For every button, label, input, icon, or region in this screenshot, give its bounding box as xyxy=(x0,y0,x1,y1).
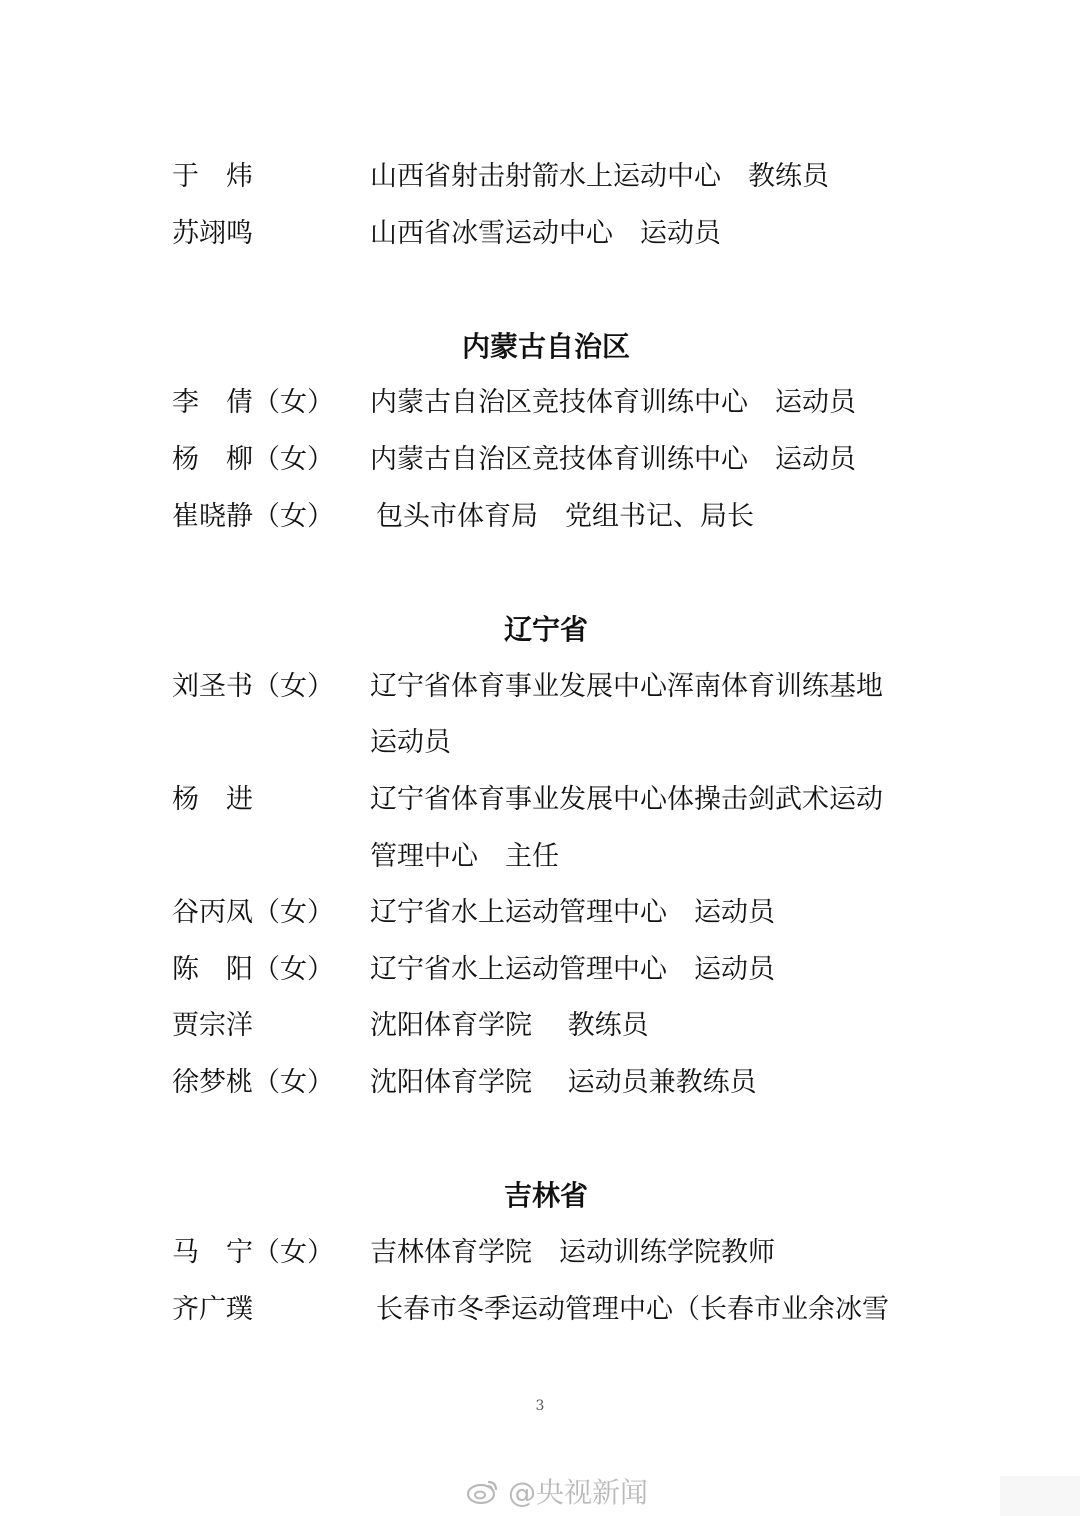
watermark-text: @央视新闻 xyxy=(508,1476,649,1509)
entry-org: 山西省射击射箭水上运动中心 教练员 xyxy=(370,161,829,192)
entry-name: 陈 阳（女） xyxy=(172,954,334,985)
entry-org: 包头市体育局 党组书记、局长 xyxy=(376,501,754,532)
weibo-icon xyxy=(466,1477,500,1505)
entry-name: 谷丙凤（女） xyxy=(172,897,334,928)
entry-org: 沈阳体育学院 运动员兼教练员 xyxy=(370,1067,757,1098)
entry-name: 刘圣书（女） xyxy=(172,671,334,702)
entry-name: 齐广璞 xyxy=(172,1294,253,1325)
section-heading-liaoning: 辽宁省 xyxy=(503,613,588,646)
entry-org: 山西省冰雪运动中心 运动员 xyxy=(370,218,721,249)
section-heading-jilin: 吉林省 xyxy=(503,1179,588,1212)
entry-name: 苏翊鸣 xyxy=(172,218,253,249)
entry-org-continued: 运动员 xyxy=(370,727,451,758)
entry-org: 内蒙古自治区竞技体育训练中心 运动员 xyxy=(370,444,856,475)
entry-org: 辽宁省水上运动管理中心 运动员 xyxy=(370,954,775,985)
entry-name: 贾宗洋 xyxy=(172,1010,253,1041)
entry-name: 杨 柳（女） xyxy=(172,444,334,475)
entry-org: 辽宁省水上运动管理中心 运动员 xyxy=(370,897,775,928)
entry-org: 吉林体育学院 运动训练学院教师 xyxy=(370,1237,775,1268)
entry-org: 内蒙古自治区竞技体育训练中心 运动员 xyxy=(370,387,856,418)
entry-org: 长春市冬季运动管理中心（长春市业余冰雪 xyxy=(376,1294,889,1325)
entry-org: 辽宁省体育事业发展中心体操击剑武术运动 xyxy=(370,784,883,815)
entry-name: 马 宁（女） xyxy=(172,1237,334,1268)
entry-org-continued: 管理中心 主任 xyxy=(370,841,559,872)
entry-name: 杨 进 xyxy=(172,784,253,815)
corner-shade xyxy=(1000,1476,1080,1516)
watermark xyxy=(466,1466,648,1516)
entry-name: 李 倩（女） xyxy=(172,387,334,418)
entry-org: 辽宁省体育事业发展中心浑南体育训练基地 xyxy=(370,671,883,702)
entry-name: 徐梦桃（女） xyxy=(172,1067,334,1098)
page-number: 3 xyxy=(535,1398,545,1414)
entry-name: 崔晓静（女） xyxy=(172,501,334,532)
section-heading-neimenggu: 内蒙古自治区 xyxy=(461,330,630,363)
entry-name: 于 炜 xyxy=(172,161,253,192)
entry-org: 沈阳体育学院 教练员 xyxy=(370,1010,649,1041)
